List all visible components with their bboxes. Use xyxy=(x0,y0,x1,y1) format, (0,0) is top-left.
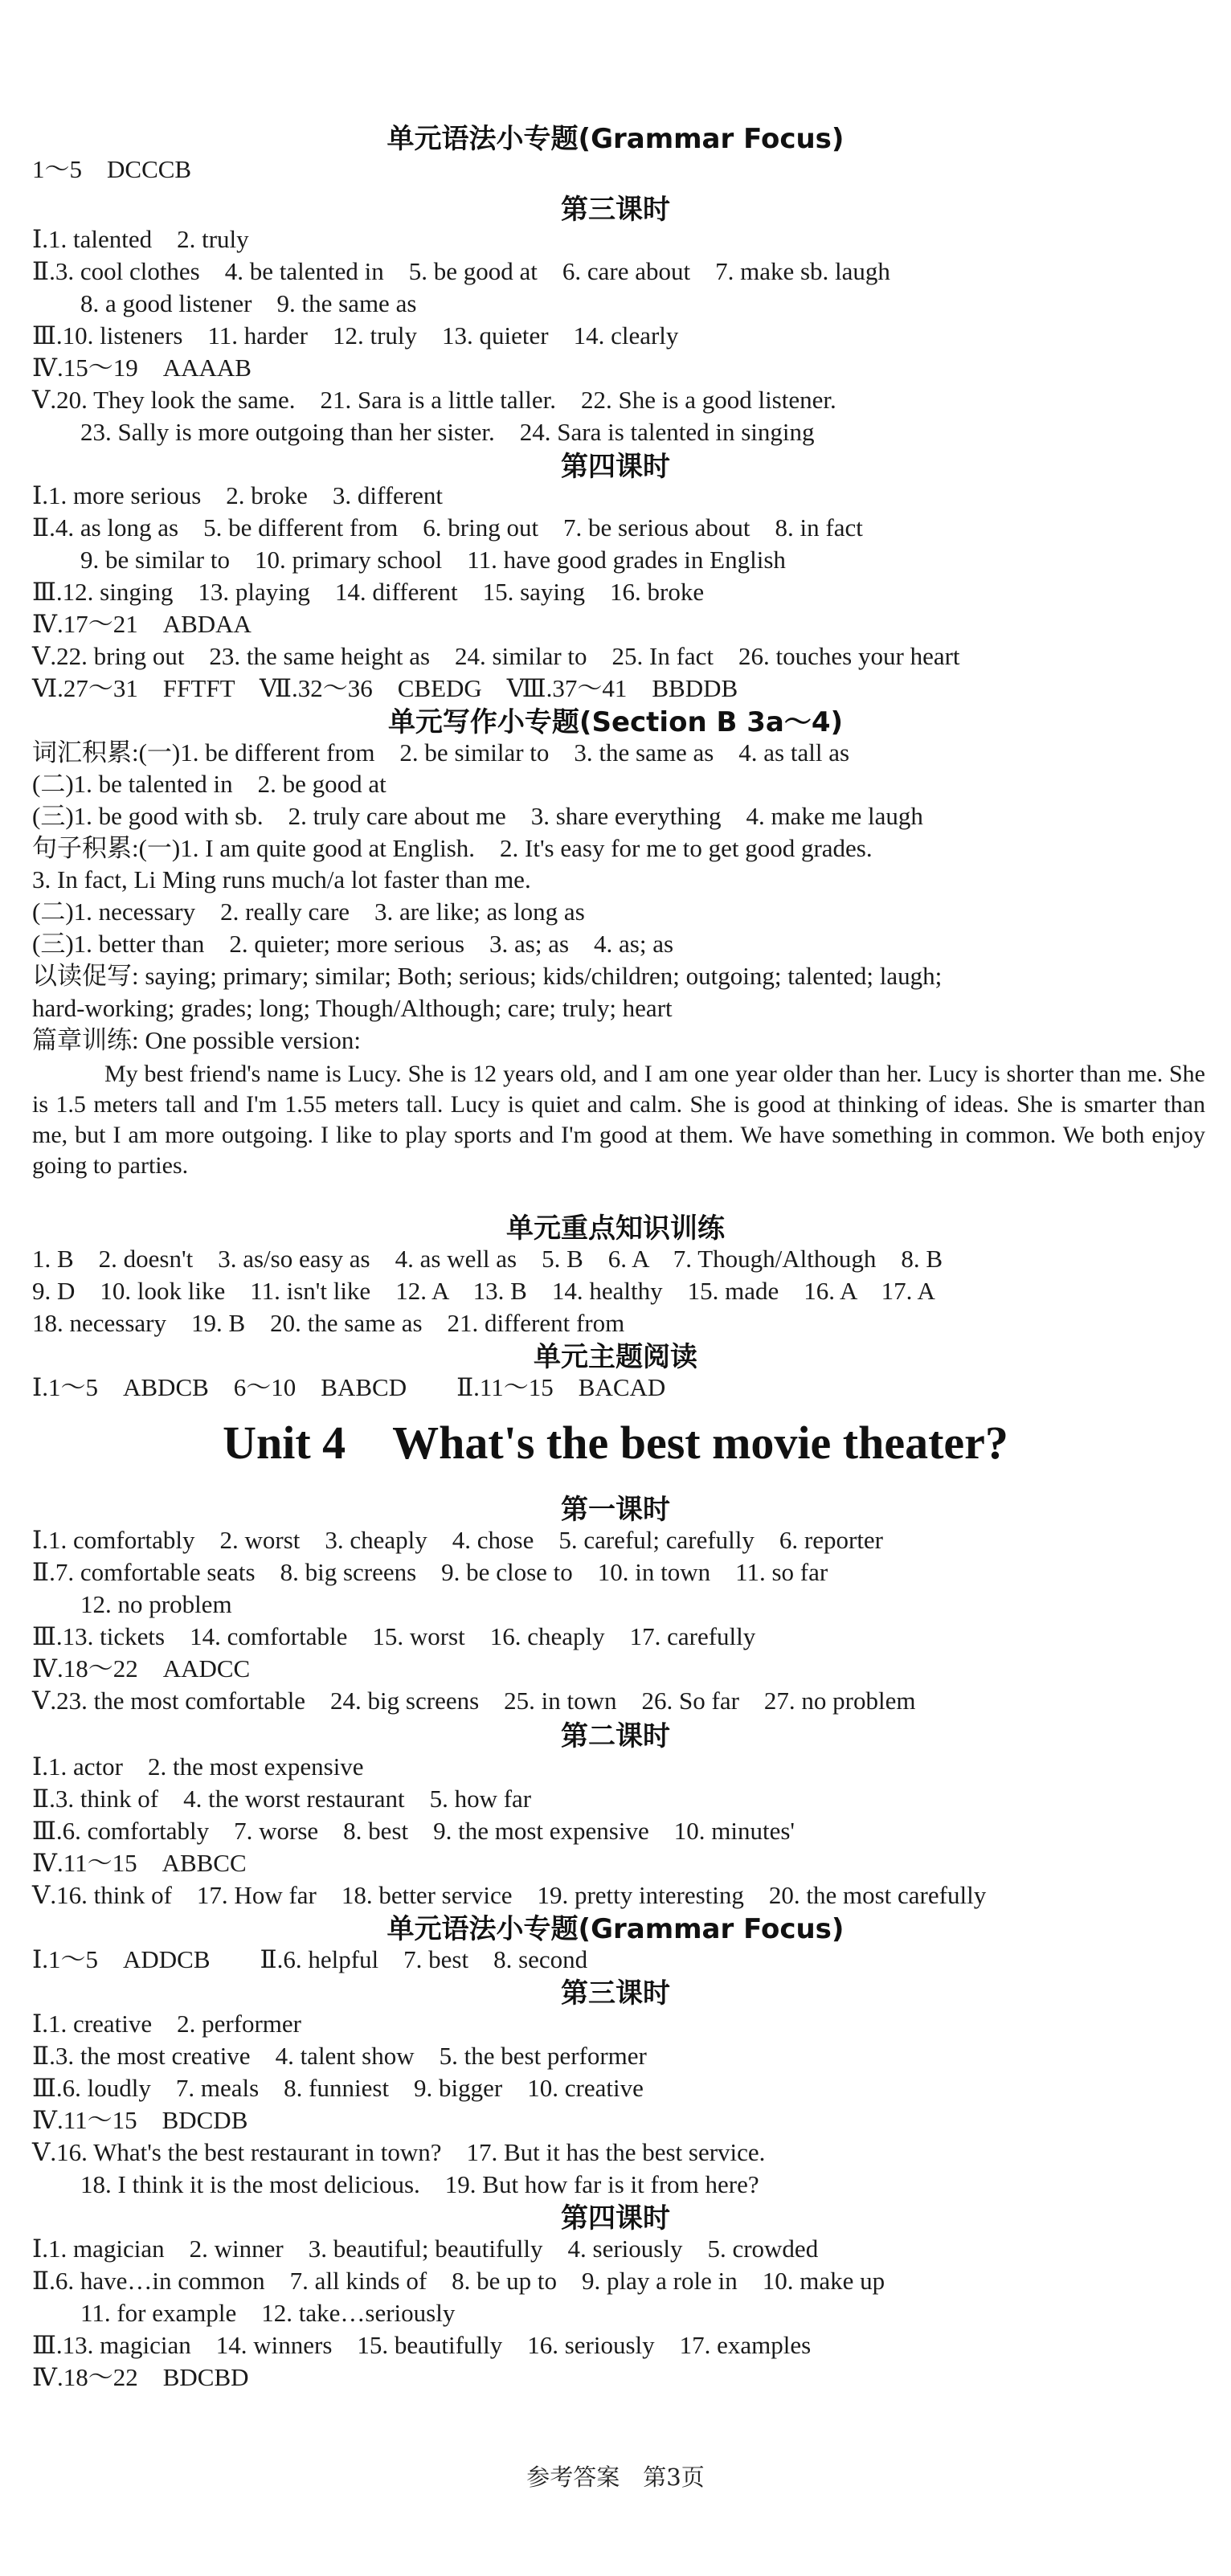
answer-line: Ⅰ.1. actor 2. the most expensive xyxy=(32,1752,364,1781)
answer-line: Ⅱ.3. think of 4. the worst restaurant 5. how far xyxy=(32,1785,532,1813)
answer-line: 1～5 DCCCB xyxy=(32,155,192,183)
answer-line: Ⅱ.4. as long as 5. be different from 6. bring out 7. be serious about 8. in fact xyxy=(32,513,863,542)
answer-line: 9. be similar to 10. primary school 11. have good grades in English xyxy=(80,546,786,574)
answer-line: Ⅰ.1. talented 2. truly xyxy=(32,225,249,253)
answer-line: 句子积累:(一)1. I am quite good at English. 2. It's easy for me to get good grades. xyxy=(32,834,873,862)
answer-line: Ⅱ.7. comfortable seats 8. big screens 9. be close to 10. in town 11. so far xyxy=(32,1558,828,1586)
answer-line: (三)1. better than 2. quieter; more serious 3. as; as 4. as; as xyxy=(32,930,674,958)
answer-line: (二)1. necessary 2. really care 3. are like; as long as xyxy=(32,898,585,926)
answer-line: 12. no problem xyxy=(80,1590,232,1618)
answer-line: Ⅴ.23. the most comfortable 24. big screens 25. in town 26. So far 27. no problem xyxy=(32,1687,916,1715)
answer-line: Ⅰ.1～5 ABDCB 6～10 BABCD Ⅱ.11～15 BACAD xyxy=(32,1373,666,1401)
answer-line: 篇章训练: One possible version: xyxy=(32,1026,361,1054)
answer-line: Ⅲ.10. listeners 11. harder 12. truly 13. quieter 14. clearly xyxy=(32,321,679,350)
section-heading-theme-reading: 单元主题阅读 xyxy=(534,1341,697,1373)
answer-line: Ⅳ.15～19 AAAAB xyxy=(32,354,252,382)
answer-line: Ⅱ.3. the most creative 4. talent show 5. the best performer xyxy=(32,2042,647,2070)
answer-line: 以读促写: saying; primary; similar; Both; serious; kids/children; outgoing; talented; laugh; xyxy=(32,962,943,990)
answer-line: Ⅲ.6. comfortably 7. worse 8. best 9. the most expensive 10. minutes' xyxy=(32,1817,795,1845)
section-heading-writing-focus: 单元写作小专题(Section B 3a～4) xyxy=(387,706,844,738)
answer-line: 词汇积累:(一)1. be different from 2. be similar to 3. the same as 4. as tall as xyxy=(32,738,850,767)
answer-line: Ⅴ.20. They look the same. 21. Sara is a little taller. 22. She is a good listener. xyxy=(32,386,836,414)
answer-line: Ⅳ.17～21 ABDAA xyxy=(32,610,252,638)
answer-line: 18. necessary 19. B 20. the same as 21. different from xyxy=(32,1309,625,1337)
answer-line: Ⅰ.1. more serious 2. broke 3. different xyxy=(32,481,444,509)
answer-line: Ⅲ.6. loudly 7. meals 8. funniest 9. bigger 10. creative xyxy=(32,2074,644,2102)
answer-line: Ⅳ.11～15 ABBCC xyxy=(32,1849,247,1877)
section-heading-grammar-focus-unit4: 单元语法小专题(Grammar Focus) xyxy=(386,1913,845,1945)
answer-line: Ⅲ.13. tickets 14. comfortable 15. worst 16. cheaply 17. carefully xyxy=(32,1622,756,1650)
answer-line: 11. for example 12. take…seriously xyxy=(80,2299,456,2327)
answer-line: hard-working; grades; long; Though/Although; care; truly; heart xyxy=(32,994,673,1022)
section-heading-key-knowledge: 单元重点知识训练 xyxy=(506,1212,725,1245)
answer-line: 23. Sally is more outgoing than her sister. 24. Sara is talented in singing xyxy=(80,418,815,446)
model-essay-paragraph: My best friend's name is Lucy. She is 12 years old, and I am one year older than her. Lucy is shorter than me. She is 1.5 meters tall and I'm 1.55 meters tall. Lucy is quiet and calm. She is good at thinking of ideas. She is smarter than me, but I am more outgoing. I like to play sports and I'm good at them. We have something in common. We both enjoy going to parties. xyxy=(32,1061,1205,1179)
section-heading-lesson-3: 第三课时 xyxy=(561,194,670,226)
answer-line: Ⅴ.16. think of 17. How far 18. better service 19. pretty interesting 20. the most carefully xyxy=(32,1881,987,1909)
answer-line: 3. In fact, Li Ming runs much/a lot faster than me. xyxy=(32,865,531,893)
answer-line: 1. B 2. doesn't 3. as/so easy as 4. as well as 5. B 6. A 7. Though/Although 8. B xyxy=(32,1245,943,1273)
unit-title: Unit 4 What's the best movie theater? xyxy=(223,1417,1008,1469)
section-heading-lesson-2: 第二课时 xyxy=(561,1720,670,1752)
section-heading-lesson-4-unit4: 第四课时 xyxy=(561,2202,670,2235)
answer-line: Ⅴ.22. bring out 23. the same height as 24. similar to 25. In fact 26. touches your heart xyxy=(32,642,960,670)
answer-line: Ⅴ.16. What's the best restaurant in town? 17. But it has the best service. xyxy=(32,2138,766,2166)
section-heading-lesson-3-unit4: 第三课时 xyxy=(561,1977,670,2010)
section-heading-grammar-focus: 单元语法小专题(Grammar Focus) xyxy=(386,123,845,155)
answer-line: Ⅲ.12. singing 13. playing 14. different 15. saying 16. broke xyxy=(32,578,705,606)
answer-line: Ⅳ.18～22 AADCC xyxy=(32,1654,251,1683)
section-heading-lesson-1: 第一课时 xyxy=(561,1494,670,1526)
answer-line: Ⅰ.1. creative 2. performer xyxy=(32,2010,302,2038)
answer-line: Ⅰ.1. magician 2. winner 3. beautiful; beautifully 4. seriously 5. crowded xyxy=(32,2235,819,2263)
answer-line: Ⅳ.11～15 BDCDB xyxy=(32,2106,248,2134)
answer-line: Ⅰ.1. comfortably 2. worst 3. cheaply 4. chose 5. careful; carefully 6. reporter xyxy=(32,1526,884,1554)
answer-line: Ⅲ.13. magician 14. winners 15. beautifully 16. seriously 17. examples xyxy=(32,2331,812,2359)
answer-line: Ⅵ.27～31 FFTFT Ⅶ.32～36 CBEDG Ⅷ.37～41 BBDDB xyxy=(32,674,738,702)
answer-line: Ⅱ.6. have…in common 7. all kinds of 8. be up to 9. play a role in 10. make up xyxy=(32,2267,885,2295)
answer-line: 8. a good listener 9. the same as xyxy=(80,289,417,317)
answer-line: Ⅳ.18～22 BDCBD xyxy=(32,2363,249,2391)
section-heading-lesson-4: 第四课时 xyxy=(561,451,670,483)
answer-line: (二)1. be talented in 2. be good at xyxy=(32,770,386,798)
answer-line: 18. I think it is the most delicious. 19. But how far is it from here? xyxy=(80,2170,759,2198)
answer-line: (三)1. be good with sb. 2. truly care about me 3. share everything 4. make me laugh xyxy=(32,802,923,830)
answer-line: Ⅰ.1～5 ADDCB Ⅱ.6. helpful 7. best 8. second xyxy=(32,1945,588,1973)
page-footer: 参考答案 第3页 xyxy=(526,2464,705,2491)
answer-line: 9. D 10. look like 11. isn't like 12. A 13. B 14. healthy 15. made 16. A 17. A xyxy=(32,1277,935,1305)
answer-line: Ⅱ.3. cool clothes 4. be talented in 5. be good at 6. care about 7. make sb. laugh xyxy=(32,257,890,285)
